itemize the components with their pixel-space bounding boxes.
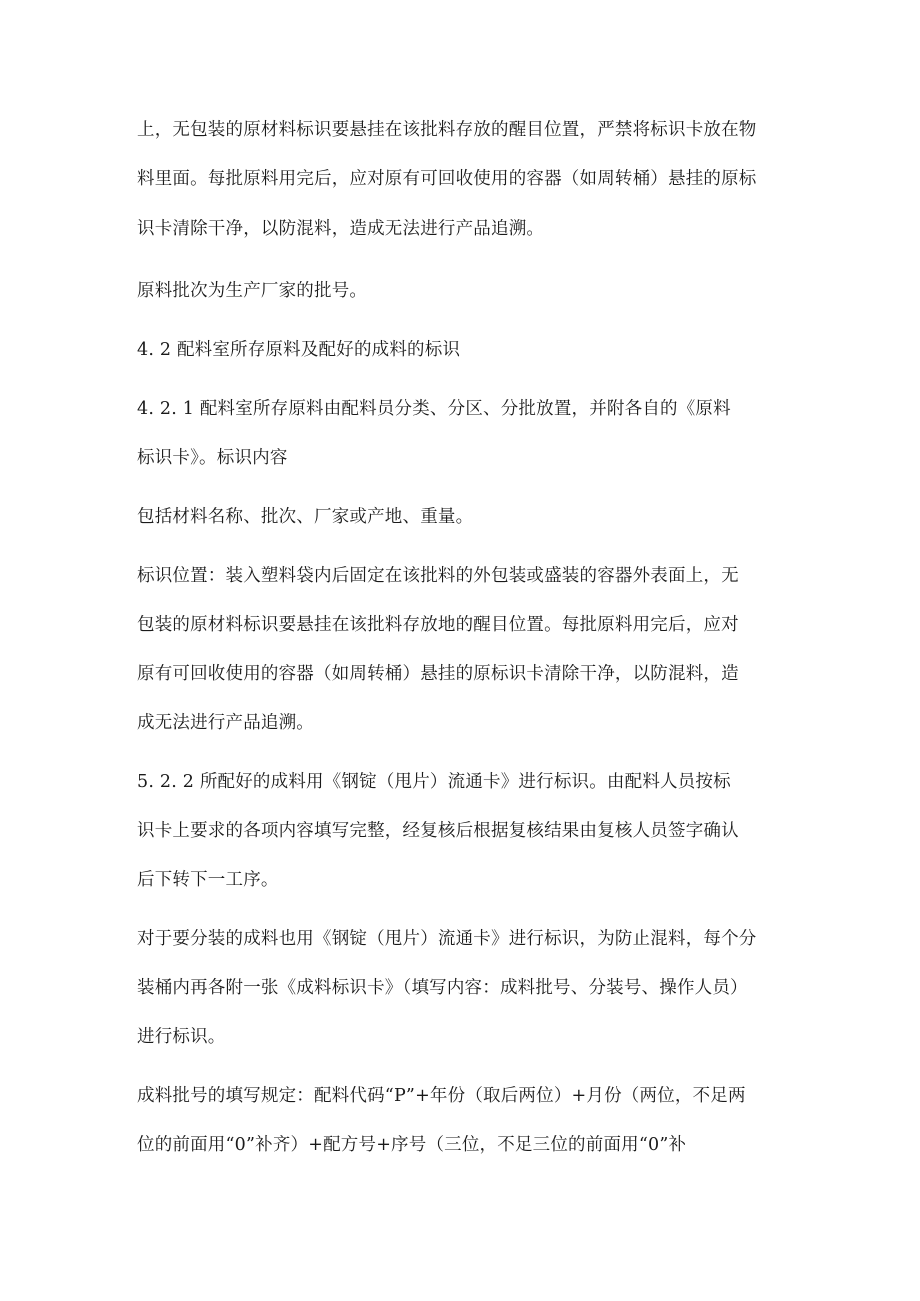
paragraph-7-line-3: 后下转下一工序。 <box>137 870 279 890</box>
paragraph-8-line-3: 进行标识。 <box>137 1027 226 1047</box>
paragraph-6-line-1: 标识位置：装入塑料袋内后固定在该批料的外包装或盛装的容器外表面上，无 <box>137 566 739 586</box>
paragraph-6-line-2: 包装的原材料标识要悬挂在该批料存放地的醒目位置。每批原料用完后，应对 <box>137 615 739 635</box>
paragraph-6-line-3: 原有可回收使用的容器（如周转桶）悬挂的原标识卡清除干净，以防混料，造 <box>137 664 739 684</box>
paragraph-1-line-2: 料里面。每批原料用完后，应对原有可回收使用的容器（如周转桶）悬挂的原标 <box>137 169 757 189</box>
paragraph-1-line-1: 上，无包装的原材料标识要悬挂在该批料存放的醒目位置，严禁将标识卡放在物 <box>137 120 757 140</box>
paragraph-5-line-1: 包括材料名称、批次、厂家或产地、重量。 <box>137 507 474 527</box>
paragraph-9-line-1: 成料批号的填写规定：配料代码“P”+年份（取后两位）+月份（两位，不足两 <box>137 1086 746 1106</box>
paragraph-7-line-1: 5. 2. 2 所配好的成料用《钢锭（甩片）流通卡》进行标识。由配料人员按标 <box>137 772 731 792</box>
paragraph-2-line-1: 原料批次为生产厂家的批号。 <box>137 281 368 301</box>
paragraph-8-line-2: 装桶内再各附一张《成料标识卡》（填写内容：成料批号、分装号、操作人员） <box>137 978 748 998</box>
paragraph-4-line-1: 4. 2. 1 配料室所存原料由配料员分类、分区、分批放置，并附各自的《原料 <box>137 399 731 419</box>
paragraph-6-line-4: 成无法进行产品追溯。 <box>137 713 314 733</box>
section-heading-4-2: 4. 2 配料室所存原料及配好的成料的标识 <box>137 340 461 360</box>
paragraph-9-line-2: 位的前面用“0”补齐）+配方号+序号（三位，不足三位的前面用“0”补 <box>137 1135 687 1155</box>
paragraph-4-line-2: 标识卡》。标识内容 <box>137 448 288 468</box>
paragraph-8-line-1: 对于要分装的成料也用《钢锭（甩片）流通卡》进行标识，为防止混料，每个分 <box>137 929 757 949</box>
paragraph-1-line-3: 识卡清除干净，以防混料，造成无法进行产品追溯。 <box>137 219 545 239</box>
paragraph-7-line-2: 识卡上要求的各项内容填写完整，经复核后根据复核结果由复核人员签字确认 <box>137 821 739 841</box>
